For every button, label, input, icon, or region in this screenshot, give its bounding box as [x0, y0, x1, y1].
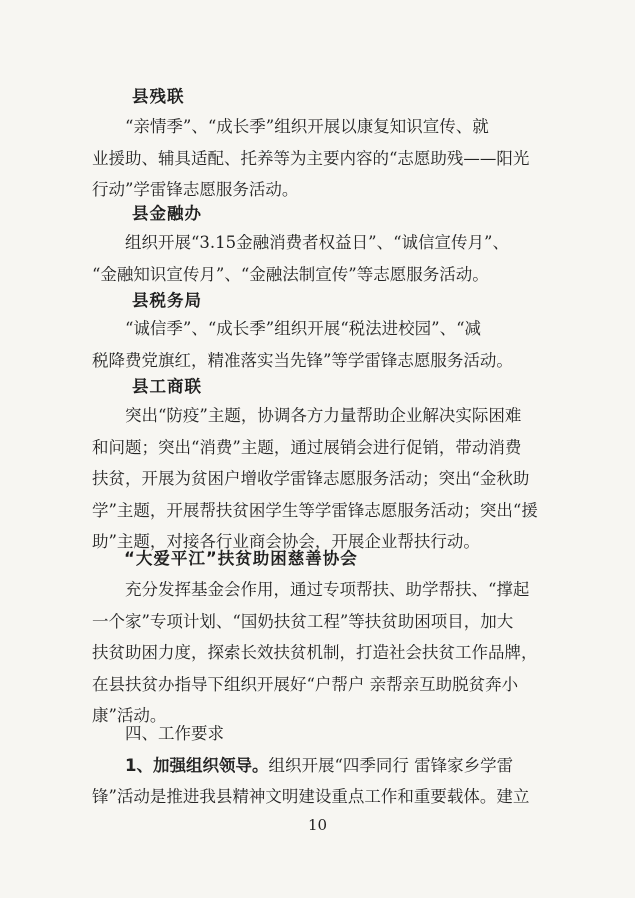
part-four [92, 718, 547, 813]
paragraph-line [92, 750, 547, 782]
paragraph-line: “诚信季”、“成长季”组织开展“税法进校园”、“减 [125, 319, 482, 338]
paragraph-line: 突出“防疫”主题，协调各方力量帮助企业解决实际困难 [125, 406, 522, 425]
section-paragraph [92, 574, 547, 732]
page-number: 10 [307, 816, 328, 834]
section-paragraph [92, 227, 547, 290]
paragraph-line: 助”主题，对接各行业商会协会，开展企业帮扶行动。 [92, 532, 480, 551]
section-heading: 县残联 [132, 87, 185, 106]
paragraph-line: 在县扶贫办指导下组织开展好“户帮户 亲帮亲互助脱贫奔小 [92, 674, 519, 694]
paragraph-line: 学”主题，开展帮扶贫困学生等学雷锋志愿服务活动；突出“援 [92, 500, 538, 520]
section-heading: 县金融办 [132, 204, 202, 223]
section-heading: 县工商联 [132, 377, 202, 396]
part-four-heading: 四、工作要求 [125, 724, 224, 743]
bold-lead-phrase: 1、加强组织领导。 [125, 755, 269, 775]
paragraph-line: 组织开展“3.15金融消费者权益日”、“诚信宣传月”、 [125, 233, 509, 252]
section-paragraph [92, 400, 547, 558]
paragraph-line: 充分发挥基金会作用，通过专项帮扶、助学帮扶、“撑起 [125, 580, 530, 599]
paragraph-line: 税降费党旗红，精准落实当先锋”等学雷锋志愿服务活动。 [92, 350, 513, 370]
paragraph-line: 锋”活动是推进我县精神文明建设重点工作和重要载体。建立 [92, 787, 530, 806]
paragraph-line: 一个家”专项计划、“国奶扶贫工程”等扶贫助困项目，加大 [92, 611, 514, 631]
section-paragraph [92, 111, 547, 206]
paragraph-line: 行动”学雷锋志愿服务活动。 [92, 180, 299, 199]
paragraph-line: 扶贫，开展为贫困户增收学雷锋志愿服务活动；突出“金秋助 [92, 469, 530, 488]
paragraph-line: “亲情季”、“成长季”组织开展以康复知识宣传、就 [125, 117, 489, 136]
lead-continuation: 组织开展“四季同行 雷锋家乡学雷 [268, 755, 514, 775]
paragraph-line: “金融知识宣传月”、“金融法制宣传”等志愿服务活动。 [92, 264, 489, 284]
section-heading: 县税务局 [132, 291, 202, 310]
section-heading: “大爱平江”扶贫助困慈善协会 [124, 549, 358, 568]
section-paragraph [92, 313, 547, 376]
paragraph-line: 康”活动。 [92, 706, 167, 725]
paragraph-line: 扶贫助困力度，探索长效扶贫机制，打造社会扶贫工作品牌， [92, 643, 538, 662]
paragraph-line: 和问题；突出“消费”主题，通过展销会进行促销，带动消费 [92, 437, 522, 457]
paragraph-line: 业援助、辅具适配、托养等为主要内容的“志愿助残——阳光 [92, 148, 530, 168]
